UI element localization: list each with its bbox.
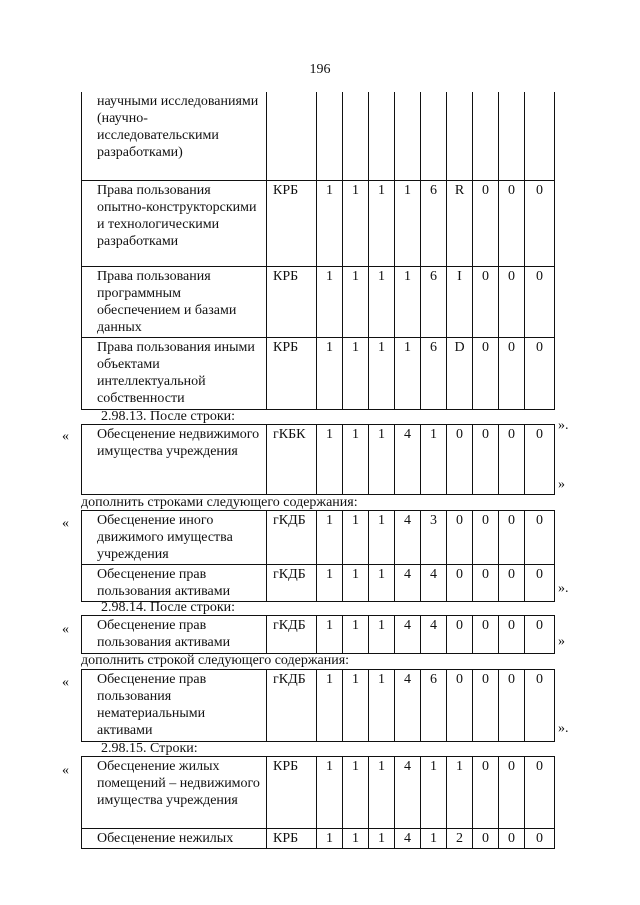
table-block-rights xyxy=(81,92,555,410)
row-code: гКДБ xyxy=(267,511,317,565)
digit-cell: 1 xyxy=(343,425,369,495)
digit-cell: 1 xyxy=(317,670,343,742)
digit-cell: 4 xyxy=(395,757,421,829)
row-name: научными исследованиями (научно-исследовательскими разработками) xyxy=(82,92,267,180)
digit-cell: 4 xyxy=(421,616,447,654)
digit-cell: 4 xyxy=(395,616,421,654)
digit-cell: 0 xyxy=(525,616,555,654)
row-name: Обесценение нежилых xyxy=(82,829,267,849)
digit-cell: 0 xyxy=(473,337,499,409)
digit-cell: R xyxy=(447,180,473,266)
digit-cell: 0 xyxy=(447,511,473,565)
digit-cell: 1 xyxy=(369,757,395,829)
digit-cell: 1 xyxy=(317,511,343,565)
digit-cell: 0 xyxy=(499,616,525,654)
table-block-15 xyxy=(81,756,555,849)
digit-cell: 1 xyxy=(369,565,395,602)
digit-cell: 1 xyxy=(317,180,343,266)
digit-cell: 0 xyxy=(499,266,525,337)
digit-cell: 1 xyxy=(369,337,395,409)
open-quote: « xyxy=(62,622,69,637)
digit-cell: 1 xyxy=(343,180,369,266)
digit-cell: 6 xyxy=(421,337,447,409)
digit-cell: 4 xyxy=(395,565,421,602)
row-name: Обесценение недвижимого имущества учреждения xyxy=(82,425,267,495)
digit-cell: 1 xyxy=(421,829,447,849)
digit-cell: 1 xyxy=(369,180,395,266)
digit-cell: 0 xyxy=(473,757,499,829)
digit-cell: 1 xyxy=(343,266,369,337)
digit-cell: 1 xyxy=(343,511,369,565)
row-code: КРБ xyxy=(267,757,317,829)
row-code: КРБ xyxy=(267,266,317,337)
digit-cell: 0 xyxy=(473,425,499,495)
digit-cell: 3 xyxy=(421,511,447,565)
digit-cell: I xyxy=(447,266,473,337)
digit-cell: 4 xyxy=(395,670,421,742)
digit-cell: 0 xyxy=(473,565,499,602)
digit-cell: 0 xyxy=(473,616,499,654)
digit-cell: 1 xyxy=(369,829,395,849)
digit-cell: 1 xyxy=(343,616,369,654)
close-quote: » xyxy=(558,634,565,649)
table-row xyxy=(82,757,555,829)
digit-cell: 0 xyxy=(499,565,525,602)
digit-cell: 0 xyxy=(473,511,499,565)
table-block-13-new xyxy=(81,510,555,602)
digit-cell: 0 xyxy=(447,670,473,742)
digit-cell: 0 xyxy=(525,511,555,565)
digit-cell: 1 xyxy=(447,757,473,829)
row-code: гКДБ xyxy=(267,670,317,742)
row-name: Обесценение жилых помещений – недвижимого имущества учреждения xyxy=(82,757,267,829)
table-row xyxy=(82,425,555,495)
digit-cell: 1 xyxy=(395,180,421,266)
open-quote: « xyxy=(62,675,69,690)
section-heading-15: 2.98.15. Строки: xyxy=(101,741,198,756)
row-code: КРБ xyxy=(267,337,317,409)
row-name: Обесценение прав пользования нематериальными активами xyxy=(82,670,267,742)
digit-cell: 1 xyxy=(317,425,343,495)
digit-cell: 0 xyxy=(473,829,499,849)
digit-cell: 0 xyxy=(473,670,499,742)
digit-cell: 1 xyxy=(317,337,343,409)
row-name: Права пользования программным обеспечением и базами данных xyxy=(82,266,267,337)
digit-cell: 0 xyxy=(499,425,525,495)
digit-cell: 2 xyxy=(447,829,473,849)
digit-cell: 0 xyxy=(499,670,525,742)
digit-cell: 0 xyxy=(473,180,499,266)
digit-cell: 1 xyxy=(317,266,343,337)
table-row xyxy=(82,670,555,742)
digit-cell: 0 xyxy=(447,616,473,654)
close-quote: ». xyxy=(558,721,569,736)
digit-cell: 1 xyxy=(343,565,369,602)
table-block-13-after xyxy=(81,424,555,495)
table-block-14-new xyxy=(81,669,555,742)
section-heading-13: 2.98.13. После строки: xyxy=(101,409,236,424)
close-quote: ». xyxy=(558,581,569,596)
digit-cell: 6 xyxy=(421,266,447,337)
row-code: гКДБ xyxy=(267,565,317,602)
open-quote: « xyxy=(62,763,69,778)
table-row xyxy=(82,337,555,409)
digit-cell: 6 xyxy=(421,670,447,742)
close-quote: » xyxy=(558,477,565,492)
table-row xyxy=(82,511,555,565)
digit-cell: 6 xyxy=(421,180,447,266)
digit-cell: 0 xyxy=(447,425,473,495)
digit-cell: 1 xyxy=(369,266,395,337)
table-row xyxy=(82,180,555,266)
digit-cell: 1 xyxy=(421,425,447,495)
row-name: Обесценение иного движимого имущества учреждения xyxy=(82,511,267,565)
digit-cell: 0 xyxy=(499,180,525,266)
digit-cell: 1 xyxy=(343,757,369,829)
table-row xyxy=(82,565,555,602)
digit-cell: 1 xyxy=(369,616,395,654)
digit-cell: 1 xyxy=(395,337,421,409)
row-code: гКДБ xyxy=(267,616,317,654)
digit-cell: 1 xyxy=(317,829,343,849)
digit-cell: 0 xyxy=(499,511,525,565)
digit-cell: 1 xyxy=(343,670,369,742)
digit-cell: 0 xyxy=(525,266,555,337)
digit-cell: 4 xyxy=(395,511,421,565)
section-heading-14: 2.98.14. После строки: xyxy=(101,600,236,615)
digit-cell: 4 xyxy=(395,829,421,849)
digit-cell: 0 xyxy=(499,757,525,829)
digit-cell: 1 xyxy=(369,670,395,742)
digit-cell: 0 xyxy=(525,670,555,742)
digit-cell: D xyxy=(447,337,473,409)
digit-cell: 1 xyxy=(317,565,343,602)
table-row xyxy=(82,616,555,654)
open-quote: « xyxy=(62,429,69,444)
row-code: КРБ xyxy=(267,829,317,849)
digit-cell: 0 xyxy=(525,180,555,266)
digit-cell: 0 xyxy=(447,565,473,602)
digit-cell: 1 xyxy=(343,337,369,409)
digit-cell: 0 xyxy=(525,829,555,849)
digit-cell: 1 xyxy=(395,266,421,337)
digit-cell: 1 xyxy=(317,616,343,654)
close-quote: ». xyxy=(558,418,569,433)
digit-cell: 4 xyxy=(421,565,447,602)
digit-cell: 0 xyxy=(525,757,555,829)
page-number: 196 xyxy=(309,62,331,77)
row-name: Права пользования иными объектами интеллектуальной собственности xyxy=(82,337,267,409)
digit-cell: 1 xyxy=(369,425,395,495)
row-code: КРБ xyxy=(267,180,317,266)
digit-cell: 0 xyxy=(499,337,525,409)
digit-cell: 1 xyxy=(317,757,343,829)
supplement-text-14: дополнить строкой следующего содержания: xyxy=(81,653,350,668)
digit-cell: 0 xyxy=(525,337,555,409)
table-row xyxy=(82,92,555,180)
digit-cell: 0 xyxy=(499,829,525,849)
digit-cell: 1 xyxy=(369,511,395,565)
digit-cell: 0 xyxy=(473,266,499,337)
row-name: Права пользования опытно-конструкторскими и технологическими разработками xyxy=(82,180,267,266)
row-name: Обесценение прав пользования активами xyxy=(82,565,267,602)
table-row xyxy=(82,829,555,849)
row-name: Обесценение прав пользования активами xyxy=(82,616,267,654)
digit-cell: 4 xyxy=(395,425,421,495)
digit-cell: 0 xyxy=(525,425,555,495)
row-code: гКБК xyxy=(267,425,317,495)
supplement-text-13: дополнить строками следующего содержания: xyxy=(81,495,358,510)
table-block-14-after xyxy=(81,615,555,654)
digit-cell: 0 xyxy=(525,565,555,602)
open-quote: « xyxy=(62,516,69,531)
digit-cell: 1 xyxy=(421,757,447,829)
digit-cell: 1 xyxy=(343,829,369,849)
table-row xyxy=(82,266,555,337)
